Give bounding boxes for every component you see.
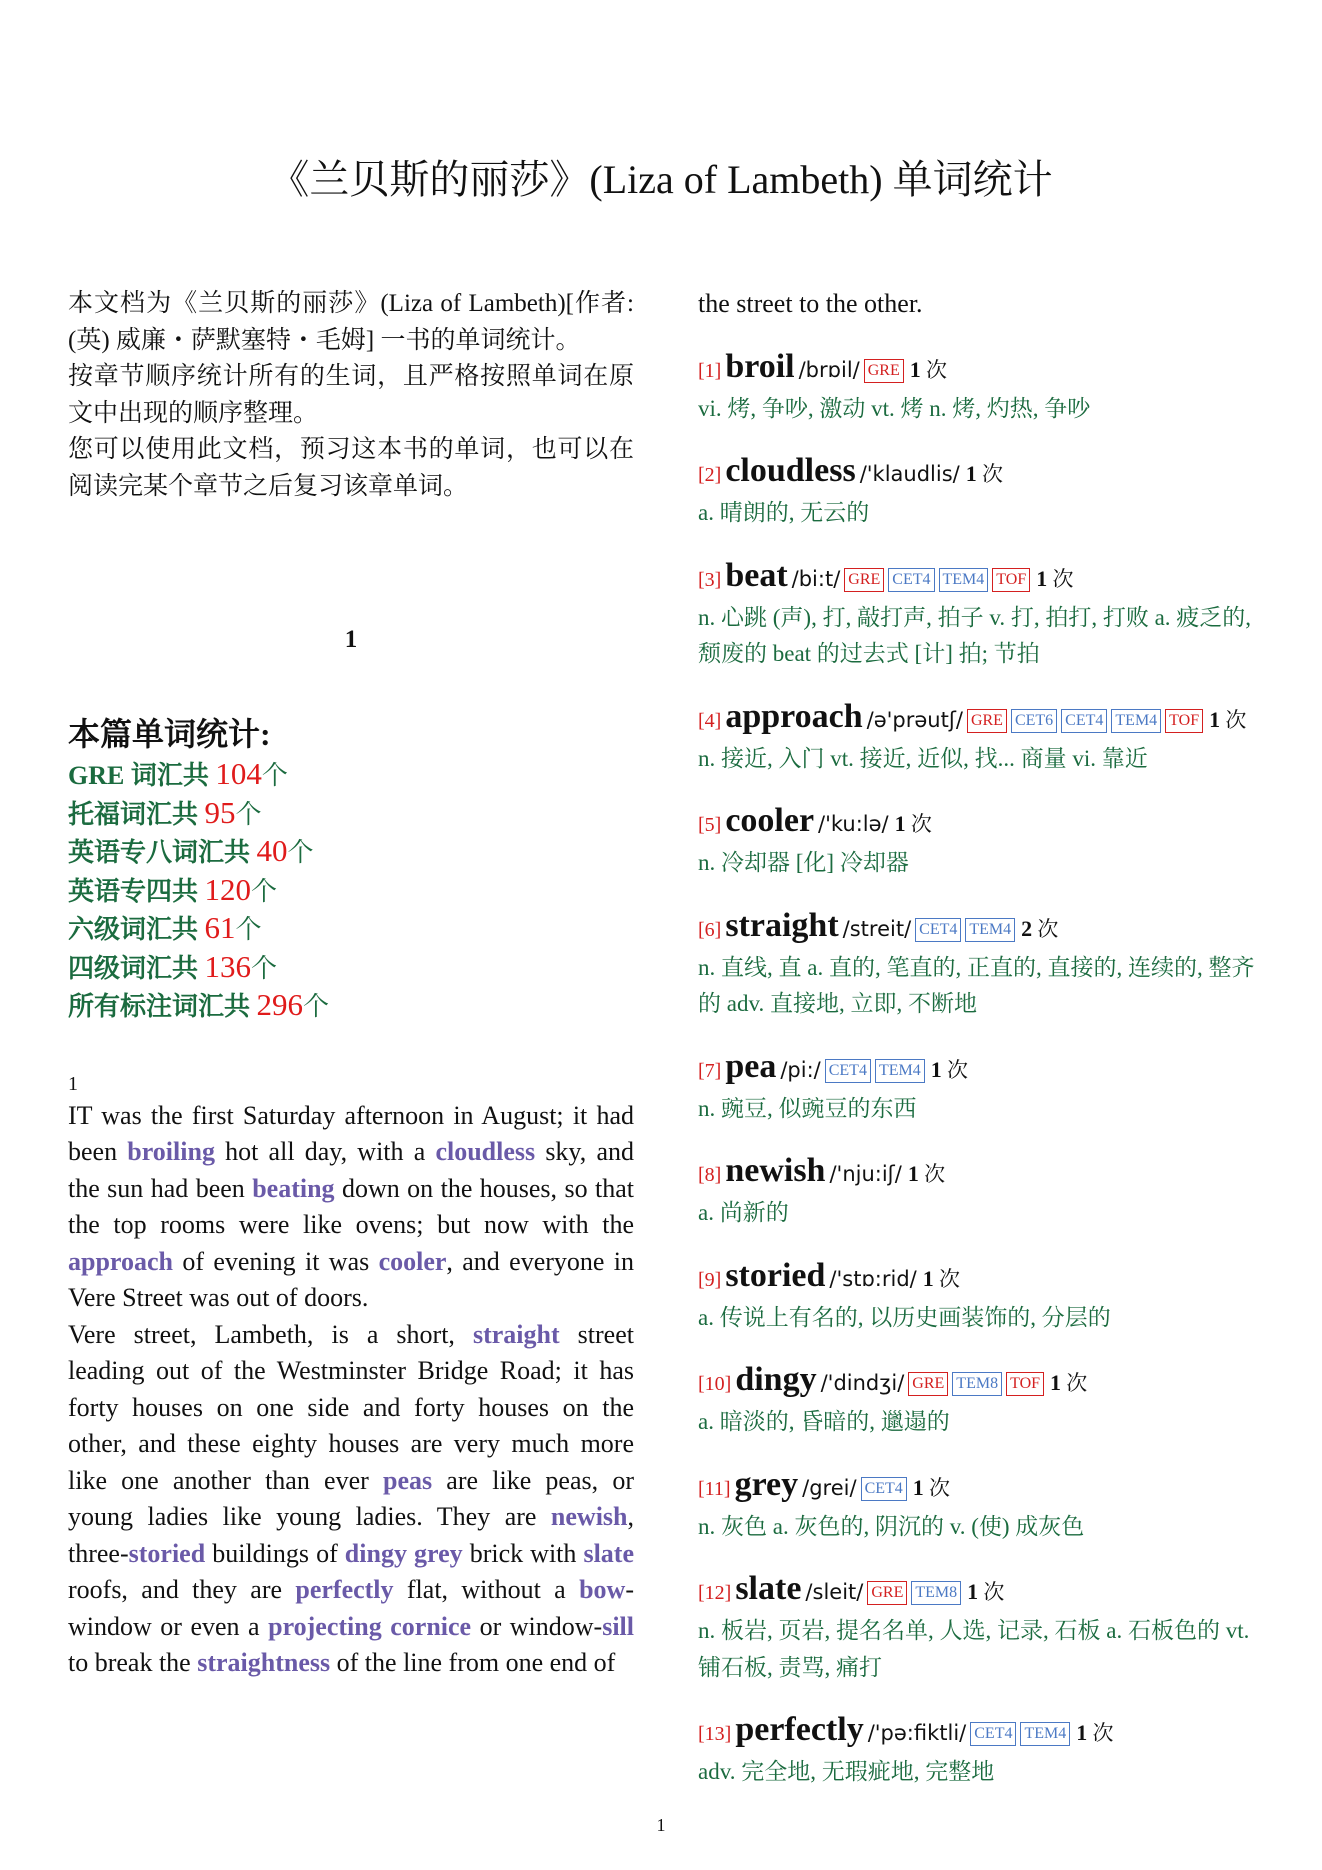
entry-head bbox=[698, 1256, 1268, 1300]
entry-head bbox=[698, 1047, 1268, 1091]
entry-meaning: a. 暗淡的, 昏暗的, 邋遢的 bbox=[698, 1409, 950, 1434]
stat-unit: 个 bbox=[235, 915, 262, 944]
vocab-highlight: straight bbox=[472, 1319, 560, 1349]
stat-count: 296 bbox=[256, 987, 304, 1022]
stat-label: 六级词汇共 bbox=[68, 915, 205, 944]
chapter-number: 1 bbox=[344, 626, 358, 653]
entry-count bbox=[1036, 567, 1073, 591]
vocab-entry bbox=[698, 1256, 1268, 1337]
right-column bbox=[698, 286, 1268, 1791]
entry-word: grey bbox=[734, 1465, 799, 1503]
entry-meaning: a. 尚新的 bbox=[698, 1200, 789, 1225]
entry-head bbox=[698, 906, 1268, 950]
exam-tag: GRE bbox=[967, 709, 1007, 733]
entry-phonetic: /'pə:fiktli/ bbox=[867, 1721, 967, 1745]
entry-meaning: a. 晴朗的, 无云的 bbox=[698, 500, 870, 525]
entry-count-number: 1 bbox=[912, 1474, 924, 1500]
vocab-highlight: sill bbox=[602, 1611, 635, 1641]
vocab-highlight: peas bbox=[382, 1465, 433, 1495]
vocab-highlight: cornice bbox=[390, 1611, 472, 1641]
entry-count-number: 1 bbox=[907, 1161, 919, 1186]
entry-meaning: n. 冷却器 [化] 冷却器 bbox=[698, 850, 909, 875]
entry-index: [2] bbox=[698, 464, 722, 486]
vocab-highlight: beating bbox=[252, 1173, 335, 1203]
exam-tag: TEM4 bbox=[1020, 1722, 1070, 1746]
entry-count-number: 1 bbox=[922, 1265, 934, 1291]
intro-paragraph: 按章节顺序统计所有的生词，且严格按照单词在原文中出现的顺序整理。 bbox=[68, 363, 634, 427]
entry-index: [6] bbox=[698, 918, 722, 941]
entry-head bbox=[698, 347, 1268, 391]
entry-count-unit: 次 bbox=[976, 462, 1003, 486]
entry-count bbox=[966, 462, 1003, 486]
entry-word: newish bbox=[725, 1152, 826, 1189]
vocab-highlight: grey bbox=[414, 1538, 463, 1568]
entry-count-number: 1 bbox=[967, 1579, 979, 1604]
entry-word: pea bbox=[725, 1047, 777, 1085]
entry-index: [8] bbox=[698, 1164, 722, 1186]
stat-label: 英语专八词汇共 bbox=[68, 838, 257, 867]
entry-count bbox=[895, 812, 932, 836]
entry-meaning: n. 豌豆, 似豌豆的东西 bbox=[698, 1095, 917, 1121]
entry-word: straight bbox=[725, 906, 839, 944]
entry-phonetic: /'klaudlis/ bbox=[859, 462, 960, 486]
stat-row bbox=[68, 987, 634, 1026]
vocab-highlight: approach bbox=[68, 1246, 173, 1276]
passage-continuation: the street to the other. bbox=[698, 289, 923, 318]
entry-count bbox=[1021, 917, 1058, 941]
entry-count bbox=[913, 1476, 950, 1500]
passage bbox=[68, 1098, 634, 1682]
entry-meaning: n. 板岩, 页岩, 提名名单, 人选, 记录, 石板 a. 石板色的 vt. 铺石板, 责骂, 痛打 bbox=[698, 1618, 1250, 1680]
exam-tag: TEM8 bbox=[952, 1372, 1002, 1396]
entry-count-unit: 次 bbox=[918, 1162, 946, 1186]
entry-head bbox=[698, 1360, 1268, 1404]
stat-unit: 个 bbox=[261, 761, 288, 790]
vocab-highlight: straightness bbox=[197, 1648, 331, 1677]
vocab-entry bbox=[698, 1465, 1268, 1546]
entry-phonetic: /pi:/ bbox=[780, 1057, 821, 1082]
exam-tag: TOF bbox=[992, 568, 1030, 592]
stat-row bbox=[68, 833, 634, 872]
exam-tag: CET4 bbox=[888, 568, 934, 592]
stat-row bbox=[68, 910, 634, 949]
vocab-highlight: dingy bbox=[344, 1538, 407, 1568]
exam-tag: TEM4 bbox=[939, 568, 989, 592]
entry-word: dingy bbox=[735, 1361, 817, 1398]
exam-tag: GRE bbox=[867, 1581, 907, 1605]
entry-count-number: 1 bbox=[1036, 565, 1048, 591]
entry-phonetic: /brɒil/ bbox=[798, 357, 860, 382]
entry-count-unit: 次 bbox=[978, 1580, 1005, 1604]
entry-count-unit: 次 bbox=[923, 1475, 951, 1500]
entry-index: [12] bbox=[698, 1582, 732, 1604]
entry-phonetic: /streit/ bbox=[842, 916, 912, 941]
exam-tag: CET4 bbox=[825, 1059, 871, 1083]
entry-count-number: 1 bbox=[1209, 706, 1221, 732]
exam-tag: TOF bbox=[1165, 709, 1203, 733]
exam-tag: GRE bbox=[864, 359, 904, 383]
entry-index: [9] bbox=[698, 1268, 722, 1291]
page-number: 1 bbox=[656, 1815, 666, 1835]
entry-count-unit: 次 bbox=[1061, 1371, 1088, 1395]
stat-label: 英语专四共 bbox=[68, 876, 205, 906]
entry-phonetic: /bi:t/ bbox=[791, 566, 841, 591]
entry-phonetic: /grei/ bbox=[802, 1475, 857, 1500]
entry-count bbox=[923, 1267, 960, 1291]
stats-heading: 本篇单词统计: bbox=[68, 716, 271, 752]
stat-unit: 个 bbox=[251, 876, 278, 906]
vocab-entry bbox=[698, 1569, 1268, 1686]
intro bbox=[68, 286, 634, 505]
entry-head bbox=[698, 1710, 1268, 1754]
entry-phonetic: /'nju:iʃ/ bbox=[829, 1162, 902, 1186]
entry-word: cloudless bbox=[725, 452, 856, 489]
stat-unit: 个 bbox=[303, 992, 330, 1021]
entry-word: approach bbox=[725, 697, 863, 735]
intro-paragraph: 本文档为《兰贝斯的丽莎》(Liza of Lambeth)[作者: (英) 威廉・萨默塞特・毛姆] 一书的单词统计。 bbox=[68, 290, 634, 354]
entry-meaning: n. 心跳 (声), 打, 敲打声, 拍子 v. 打, 拍打, 打败 a. 疲乏的, 颓废的 beat 的过去式 [计] 拍; 节拍 bbox=[698, 604, 1252, 666]
entry-index: [5] bbox=[698, 814, 722, 836]
entry-count bbox=[1076, 1721, 1113, 1745]
exam-tag: CET4 bbox=[1061, 709, 1107, 733]
stat-count: 61 bbox=[204, 910, 236, 945]
vocab-entry bbox=[698, 556, 1268, 673]
paragraph-index: 1 bbox=[68, 1072, 78, 1095]
entry-index: [4] bbox=[698, 709, 722, 732]
entry-index: [10] bbox=[698, 1373, 732, 1395]
entry-meaning: n. 直线, 直 a. 直的, 笔直的, 正直的, 直接的, 连续的, 整齐的 adv. 直接地, 立即, 不断地 bbox=[698, 954, 1255, 1016]
stats-list bbox=[68, 756, 634, 1026]
vocab-entry bbox=[698, 801, 1268, 882]
stat-unit: 个 bbox=[287, 838, 314, 867]
vocab-highlight: projecting bbox=[268, 1611, 382, 1641]
vocab-entry bbox=[698, 1047, 1268, 1128]
vocab-highlight: slate bbox=[583, 1538, 635, 1568]
entry-count bbox=[910, 358, 947, 382]
vocab-highlight: storied bbox=[128, 1538, 206, 1568]
entry-count bbox=[1209, 708, 1246, 732]
exam-tag: GRE bbox=[844, 568, 884, 592]
vocab-entry bbox=[698, 906, 1268, 1023]
exam-tag: CET6 bbox=[1011, 709, 1057, 733]
vocab-entry bbox=[698, 347, 1268, 428]
stat-count: 40 bbox=[256, 833, 288, 868]
entry-count bbox=[967, 1580, 1004, 1604]
vocab-entry bbox=[698, 697, 1268, 778]
entry-index: [11] bbox=[698, 1477, 731, 1500]
entry-count-unit: 次 bbox=[920, 357, 947, 382]
stat-count: 120 bbox=[204, 871, 252, 907]
exam-tag: TEM4 bbox=[965, 918, 1015, 942]
stat-row bbox=[68, 756, 634, 795]
entry-meaning: adv. 完全地, 无瑕疵地, 完整地 bbox=[698, 1759, 995, 1784]
stat-unit: 个 bbox=[235, 799, 262, 829]
entry-count bbox=[931, 1058, 968, 1082]
entry-count-unit: 次 bbox=[1087, 1721, 1114, 1745]
entry-head bbox=[698, 556, 1268, 600]
entry-count-unit: 次 bbox=[1047, 566, 1074, 591]
vocabulary-list bbox=[698, 347, 1268, 1791]
entry-head bbox=[698, 1151, 1268, 1195]
entry-index: [13] bbox=[698, 1723, 732, 1745]
entry-index: [7] bbox=[698, 1059, 722, 1082]
entry-count-number: 1 bbox=[965, 461, 977, 486]
entry-word: beat bbox=[725, 556, 788, 594]
entry-meaning: vi. 烤, 争吵, 激动 vt. 烤 n. 烤, 灼热, 争吵 bbox=[698, 395, 1091, 421]
vocab-highlight: broiling bbox=[127, 1137, 215, 1166]
entry-count-number: 1 bbox=[894, 811, 906, 836]
vocab-entry bbox=[698, 1360, 1268, 1441]
entry-count bbox=[1050, 1371, 1087, 1395]
stat-row bbox=[68, 795, 634, 834]
exam-tag: TEM4 bbox=[875, 1059, 925, 1083]
passage-paragraph: IT was the first Saturday afternoon in August; it had been broiling hot all day, with a cloudless sky, and the sun had been beating down on the houses, so that the top rooms were like ovens; but now with the approach of evening it was cooler, and everyone in Vere Street was out of doors. bbox=[68, 1100, 635, 1312]
entry-index: [1] bbox=[698, 359, 722, 382]
entry-count bbox=[908, 1162, 945, 1186]
stat-count: 136 bbox=[204, 948, 252, 984]
entry-count-unit: 次 bbox=[941, 1057, 968, 1082]
entry-word: storied bbox=[725, 1256, 826, 1294]
stat-count: 95 bbox=[204, 794, 236, 830]
exam-tag: CET4 bbox=[861, 1477, 907, 1501]
vocab-highlight: cooler bbox=[378, 1246, 447, 1276]
entry-phonetic: /'stɒ:rid/ bbox=[829, 1266, 917, 1291]
entry-meaning: n. 接近, 入门 vt. 接近, 近似, 找... 商量 vi. 靠近 bbox=[698, 745, 1148, 771]
entry-count-number: 1 bbox=[909, 356, 921, 382]
entry-word: slate bbox=[735, 1570, 802, 1607]
entry-head bbox=[698, 1465, 1268, 1509]
stat-label: GRE 词汇共 bbox=[68, 761, 216, 790]
vocab-entry bbox=[698, 1710, 1268, 1791]
entry-phonetic: /ə'prəutʃ/ bbox=[866, 707, 963, 732]
entry-head bbox=[698, 801, 1268, 845]
stat-label: 所有标注词汇共 bbox=[68, 992, 257, 1021]
document-title: 《兰贝斯的丽莎》(Liza of Lambeth) 单词统计 bbox=[269, 157, 1053, 202]
vocab-highlight: cloudless bbox=[435, 1137, 536, 1166]
left-column bbox=[68, 286, 634, 1682]
stat-row bbox=[68, 872, 634, 911]
intro-paragraph: 您可以使用此文档，预习这本书的单词，也可以在阅读完某个章节之后复习该章单词。 bbox=[68, 436, 634, 500]
entry-count-unit: 次 bbox=[1220, 707, 1247, 732]
entry-count-number: 2 bbox=[1021, 915, 1033, 941]
entry-word: perfectly bbox=[735, 1711, 864, 1748]
passage-paragraph: Vere street, Lambeth, is a short, straight street leading out of the Westminster Bridge Road; it has forty houses on one side and forty houses on the other, and these eighty houses are very much more like one another than ever peas are like peas, or young ladies like young ladies. They are newish, three-storied buildings of dingy grey brick with slate roofs, and they are perfectly flat, without a bow-window or even a projecting cornice or window-sill to break the straightness of the line from one end of bbox=[68, 1319, 635, 1677]
entry-head bbox=[698, 697, 1268, 741]
exam-tag: CET4 bbox=[970, 1722, 1016, 1746]
exam-tag: CET4 bbox=[915, 918, 961, 942]
stat-unit: 个 bbox=[251, 953, 278, 983]
entry-count-unit: 次 bbox=[1032, 916, 1059, 941]
stat-label: 四级词汇共 bbox=[68, 953, 205, 983]
stat-label: 托福词汇共 bbox=[68, 799, 205, 829]
exam-tag: TEM8 bbox=[911, 1581, 961, 1605]
exam-tag: TOF bbox=[1006, 1372, 1044, 1396]
vocab-entry bbox=[698, 1151, 1268, 1232]
stat-row bbox=[68, 949, 634, 988]
entry-meaning: n. 灰色 a. 灰色的, 阴沉的 v. (使) 成灰色 bbox=[698, 1513, 1085, 1539]
entry-count-unit: 次 bbox=[905, 812, 932, 836]
entry-count-number: 1 bbox=[930, 1056, 942, 1082]
entry-head bbox=[698, 1569, 1268, 1613]
exam-tag: GRE bbox=[908, 1372, 948, 1396]
exam-tag: TEM4 bbox=[1111, 709, 1161, 733]
entry-count-number: 1 bbox=[1076, 1720, 1088, 1745]
entry-phonetic: /'dindʒi/ bbox=[820, 1371, 905, 1395]
vocab-highlight: bow bbox=[579, 1575, 626, 1604]
entry-index: [3] bbox=[698, 568, 722, 591]
entry-head bbox=[698, 451, 1268, 495]
vocab-entry bbox=[698, 451, 1268, 532]
entry-meaning: a. 传说上有名的, 以历史画装饰的, 分层的 bbox=[698, 1304, 1111, 1330]
entry-count-unit: 次 bbox=[933, 1266, 960, 1291]
entry-phonetic: /sleit/ bbox=[805, 1580, 864, 1604]
entry-word: cooler bbox=[725, 802, 815, 839]
entry-phonetic: /'ku:lə/ bbox=[818, 812, 889, 836]
vocab-highlight: perfectly bbox=[295, 1575, 394, 1604]
entry-word: broil bbox=[725, 347, 795, 385]
stat-count: 104 bbox=[215, 756, 262, 791]
vocab-highlight: newish bbox=[550, 1502, 628, 1531]
entry-count-number: 1 bbox=[1050, 1370, 1062, 1395]
